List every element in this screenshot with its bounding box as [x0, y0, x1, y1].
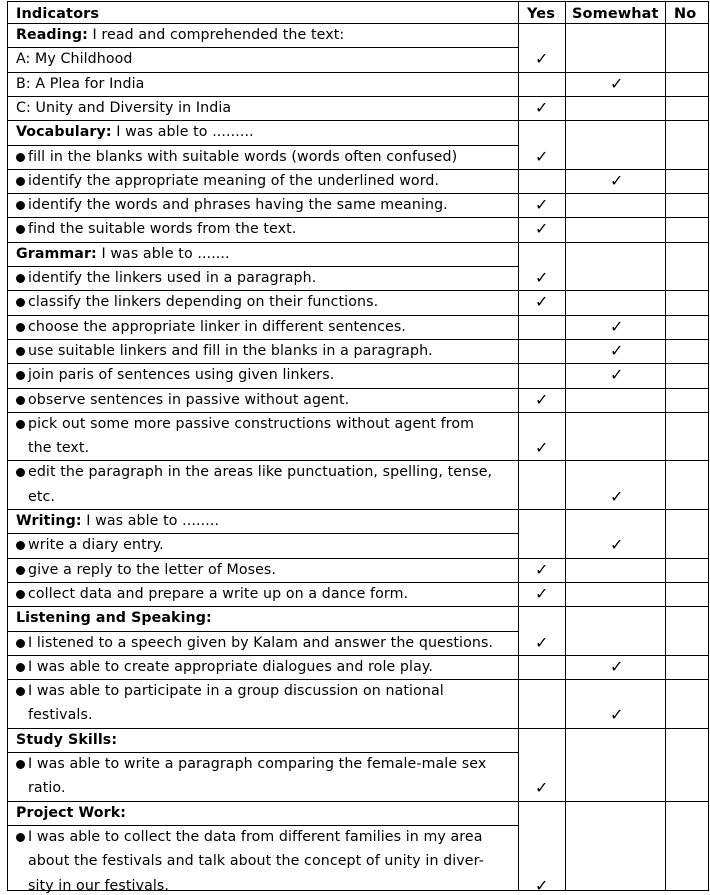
row-divider: [7, 752, 518, 753]
check-mark-somewhat[interactable]: ✓: [610, 170, 624, 190]
check-mark-yes[interactable]: ✓: [535, 559, 549, 579]
indicator-text: [16, 318, 406, 336]
row-divider: [518, 339, 709, 340]
check-mark-yes[interactable]: ✓: [535, 292, 549, 312]
row-divider: [518, 72, 709, 73]
indicator-text: [16, 682, 444, 700]
indicator-line: fill in the blanks with suitable words (words often confused): [28, 148, 458, 165]
bullet-icon: [16, 663, 25, 672]
row-divider: [7, 266, 518, 267]
indicator-line: write a diary entry.: [28, 537, 164, 554]
row-divider: [518, 242, 709, 243]
indicator-line: about the festivals and talk about the concept of unity in diver-: [28, 853, 484, 870]
check-mark-somewhat[interactable]: ✓: [610, 316, 624, 336]
row-divider: [518, 606, 709, 607]
section-label: Writing:: [16, 513, 82, 529]
indicator-text: [16, 463, 492, 481]
indicator-line: pick out some more passive constructions without agent from: [28, 415, 475, 432]
column-divider: [665, 1, 666, 891]
indicator-text: [16, 342, 433, 360]
check-mark-yes[interactable]: ✓: [535, 146, 549, 166]
indicator-line: sity in our festivals.: [28, 877, 170, 894]
bullet-icon: [16, 833, 25, 842]
header-divider: [7, 23, 709, 24]
row-divider: [7, 290, 518, 291]
column-divider: [518, 1, 519, 891]
row-divider: [7, 606, 518, 607]
check-mark-somewhat[interactable]: ✓: [610, 656, 624, 676]
check-mark-somewhat[interactable]: ✓: [610, 705, 624, 725]
indicator-text: [16, 658, 433, 676]
indicator-line: use suitable linkers and fill in the blanks in a paragraph.: [28, 342, 433, 359]
bullet-icon: [16, 371, 25, 380]
indicator-text: [28, 439, 89, 457]
indicator-text: [16, 366, 334, 384]
row-divider: [7, 72, 518, 73]
bullet-icon: [16, 274, 25, 283]
row-divider: [7, 509, 518, 510]
bullet-icon: [16, 566, 25, 575]
row-divider: [7, 169, 518, 170]
check-mark-yes[interactable]: ✓: [535, 97, 549, 117]
row-divider: [7, 533, 518, 534]
bullet-icon: [16, 590, 25, 599]
row-divider: [7, 655, 518, 656]
row-divider: [518, 679, 709, 680]
indicator-line: edit the paragraph in the areas like punctuation, spelling, tense,: [28, 464, 493, 481]
bullet-icon: [16, 323, 25, 332]
row-divider: [7, 47, 518, 48]
section-heading: [16, 245, 230, 263]
row-divider: [7, 825, 518, 826]
row-divider: [518, 169, 709, 170]
check-mark-somewhat[interactable]: ✓: [610, 535, 624, 555]
row-divider: [518, 217, 709, 218]
header-no: No: [674, 6, 697, 22]
indicator-text: [16, 172, 439, 190]
row-divider: [7, 460, 518, 461]
row-divider: [518, 460, 709, 461]
row-divider: [7, 728, 518, 729]
section-label: Listening and Speaking:: [16, 610, 212, 627]
indicator-text: [16, 50, 133, 68]
bullet-icon: [16, 298, 25, 307]
check-mark-yes[interactable]: ✓: [535, 195, 549, 215]
indicator-line: I was able to create appropriate dialogues and role play.: [28, 658, 433, 675]
indicator-line: ratio.: [28, 780, 66, 797]
check-mark-somewhat[interactable]: ✓: [610, 486, 624, 506]
indicator-line: identify the linkers used in a paragraph.: [28, 270, 317, 286]
bullet-icon: [16, 639, 25, 648]
indicator-line: C: Unity and Diversity in India: [16, 99, 232, 116]
check-mark-yes[interactable]: ✓: [535, 778, 549, 798]
indicator-text: [16, 220, 296, 238]
row-divider: [518, 96, 709, 97]
row-divider: [518, 582, 709, 583]
indicator-line: choose the appropriate linker in different sentences.: [28, 318, 406, 335]
indicator-text: [16, 828, 483, 846]
indicator-line: join paris of sentences using given linkers.: [28, 367, 335, 384]
row-divider: [518, 655, 709, 656]
row-divider: [7, 388, 518, 389]
indicator-line: give a reply to the letter of Moses.: [28, 561, 277, 578]
section-text: I was able to ........: [81, 513, 220, 529]
section-heading: [16, 512, 219, 530]
bullet-icon: [16, 420, 25, 429]
indicator-text: [28, 852, 484, 870]
indicator-line: observe sentences in passive without agent.: [28, 391, 350, 408]
section-heading: [16, 123, 254, 141]
section-label: Project Work:: [16, 804, 127, 821]
check-mark-yes[interactable]: ✓: [535, 583, 549, 603]
check-mark-yes[interactable]: ✓: [535, 875, 549, 895]
row-divider: [7, 363, 518, 364]
check-mark-somewhat[interactable]: ✓: [610, 73, 624, 93]
check-mark-yes[interactable]: ✓: [535, 49, 549, 69]
indicator-text: [16, 75, 144, 93]
section-text: I was able to .......: [96, 245, 230, 262]
row-divider: [7, 412, 518, 413]
indicator-text: [16, 391, 349, 409]
indicator-text: [16, 293, 378, 311]
indicator-line: festivals.: [28, 707, 93, 724]
row-divider: [7, 582, 518, 583]
row-divider: [7, 631, 518, 632]
section-heading: [16, 609, 212, 627]
row-divider: [518, 509, 709, 510]
column-divider: [7, 1, 8, 891]
row-divider: [7, 339, 518, 340]
row-divider: [7, 801, 518, 802]
check-mark-yes[interactable]: ✓: [535, 389, 549, 409]
check-mark-somewhat[interactable]: ✓: [610, 365, 624, 385]
row-divider: [7, 193, 518, 194]
section-label: Study Skills:: [16, 731, 118, 748]
indicator-line: A: My Childhood: [16, 51, 133, 68]
row-divider: [7, 217, 518, 218]
indicator-text: [16, 561, 276, 579]
indicator-text: [16, 585, 408, 603]
indicator-line: etc.: [28, 488, 56, 505]
row-divider: [518, 315, 709, 316]
indicator-text: [28, 706, 93, 724]
bullet-icon: [16, 153, 25, 162]
table-border-top: [7, 1, 709, 2]
row-divider: [518, 120, 709, 121]
row-divider: [518, 193, 709, 194]
bullet-icon: [16, 201, 25, 210]
bullet-icon: [16, 225, 25, 234]
column-divider: [708, 1, 709, 891]
indicator-line: I was able to write a paragraph comparing the female-male sex: [28, 756, 487, 772]
column-divider: [565, 1, 566, 891]
row-divider: [7, 96, 518, 97]
check-mark-somewhat[interactable]: ✓: [610, 340, 624, 360]
indicator-line: identify the appropriate meaning of the underlined word.: [28, 172, 440, 189]
row-divider: [518, 558, 709, 559]
row-divider: [518, 388, 709, 389]
check-mark-yes[interactable]: ✓: [535, 438, 549, 458]
indicator-text: [16, 755, 486, 773]
bullet-icon: [16, 396, 25, 405]
row-divider: [518, 801, 709, 802]
section-text: I read and comprehended the text:: [87, 27, 345, 43]
row-divider: [518, 728, 709, 729]
row-divider: [7, 145, 518, 146]
bullet-icon: [16, 177, 25, 186]
section-label: Vocabulary:: [16, 124, 112, 141]
indicator-line: B: A Plea for India: [16, 75, 145, 92]
indicator-line: I was able to collect the data from different families in my area: [28, 828, 483, 845]
row-divider: [7, 242, 518, 243]
check-mark-yes[interactable]: ✓: [535, 632, 549, 652]
check-mark-yes[interactable]: ✓: [535, 219, 549, 239]
indicator-text: [16, 415, 474, 433]
indicator-text: [28, 779, 66, 797]
indicator-line: I was able to participate in a group discussion on national: [28, 683, 444, 700]
section-label: Grammar:: [16, 245, 97, 262]
bullet-icon: [16, 468, 25, 477]
indicator-text: [16, 148, 457, 166]
row-divider: [518, 290, 709, 291]
indicator-line: identify the words and phrases having the same meaning.: [28, 197, 448, 214]
section-heading: [16, 26, 344, 44]
row-divider: [518, 363, 709, 364]
bullet-icon: [16, 760, 25, 769]
indicator-line: the text.: [28, 440, 90, 457]
section-text: I was able to .........: [111, 124, 254, 141]
indicator-line: find the suitable words from the text.: [28, 221, 297, 238]
indicator-text: [16, 99, 231, 117]
check-mark-yes[interactable]: ✓: [535, 268, 549, 287]
indicator-text: [16, 196, 448, 214]
section-heading: [16, 804, 126, 822]
indicator-text: [16, 634, 493, 652]
header-yes: Yes: [527, 6, 555, 22]
indicator-text: [16, 536, 164, 554]
indicator-line: classify the linkers depending on their functions.: [28, 294, 379, 311]
row-divider: [7, 315, 518, 316]
section-heading: [16, 731, 117, 749]
row-divider: [7, 679, 518, 680]
row-divider: [518, 412, 709, 413]
header-somewhat: Somewhat: [572, 6, 659, 22]
header-indicators: Indicators: [16, 6, 100, 22]
indicator-text: [16, 269, 316, 287]
indicator-line: I listened to a speech given by Kalam and answer the questions.: [28, 634, 494, 651]
bullet-icon: [16, 347, 25, 356]
row-divider: [7, 120, 518, 121]
indicator-line: collect data and prepare a write up on a dance form.: [28, 585, 409, 602]
indicator-text: [28, 488, 55, 506]
bullet-icon: [16, 687, 25, 696]
bullet-icon: [16, 541, 25, 550]
section-label: Reading:: [16, 27, 88, 43]
self-assessment-table: [7, 1, 709, 895]
row-divider: [7, 558, 518, 559]
